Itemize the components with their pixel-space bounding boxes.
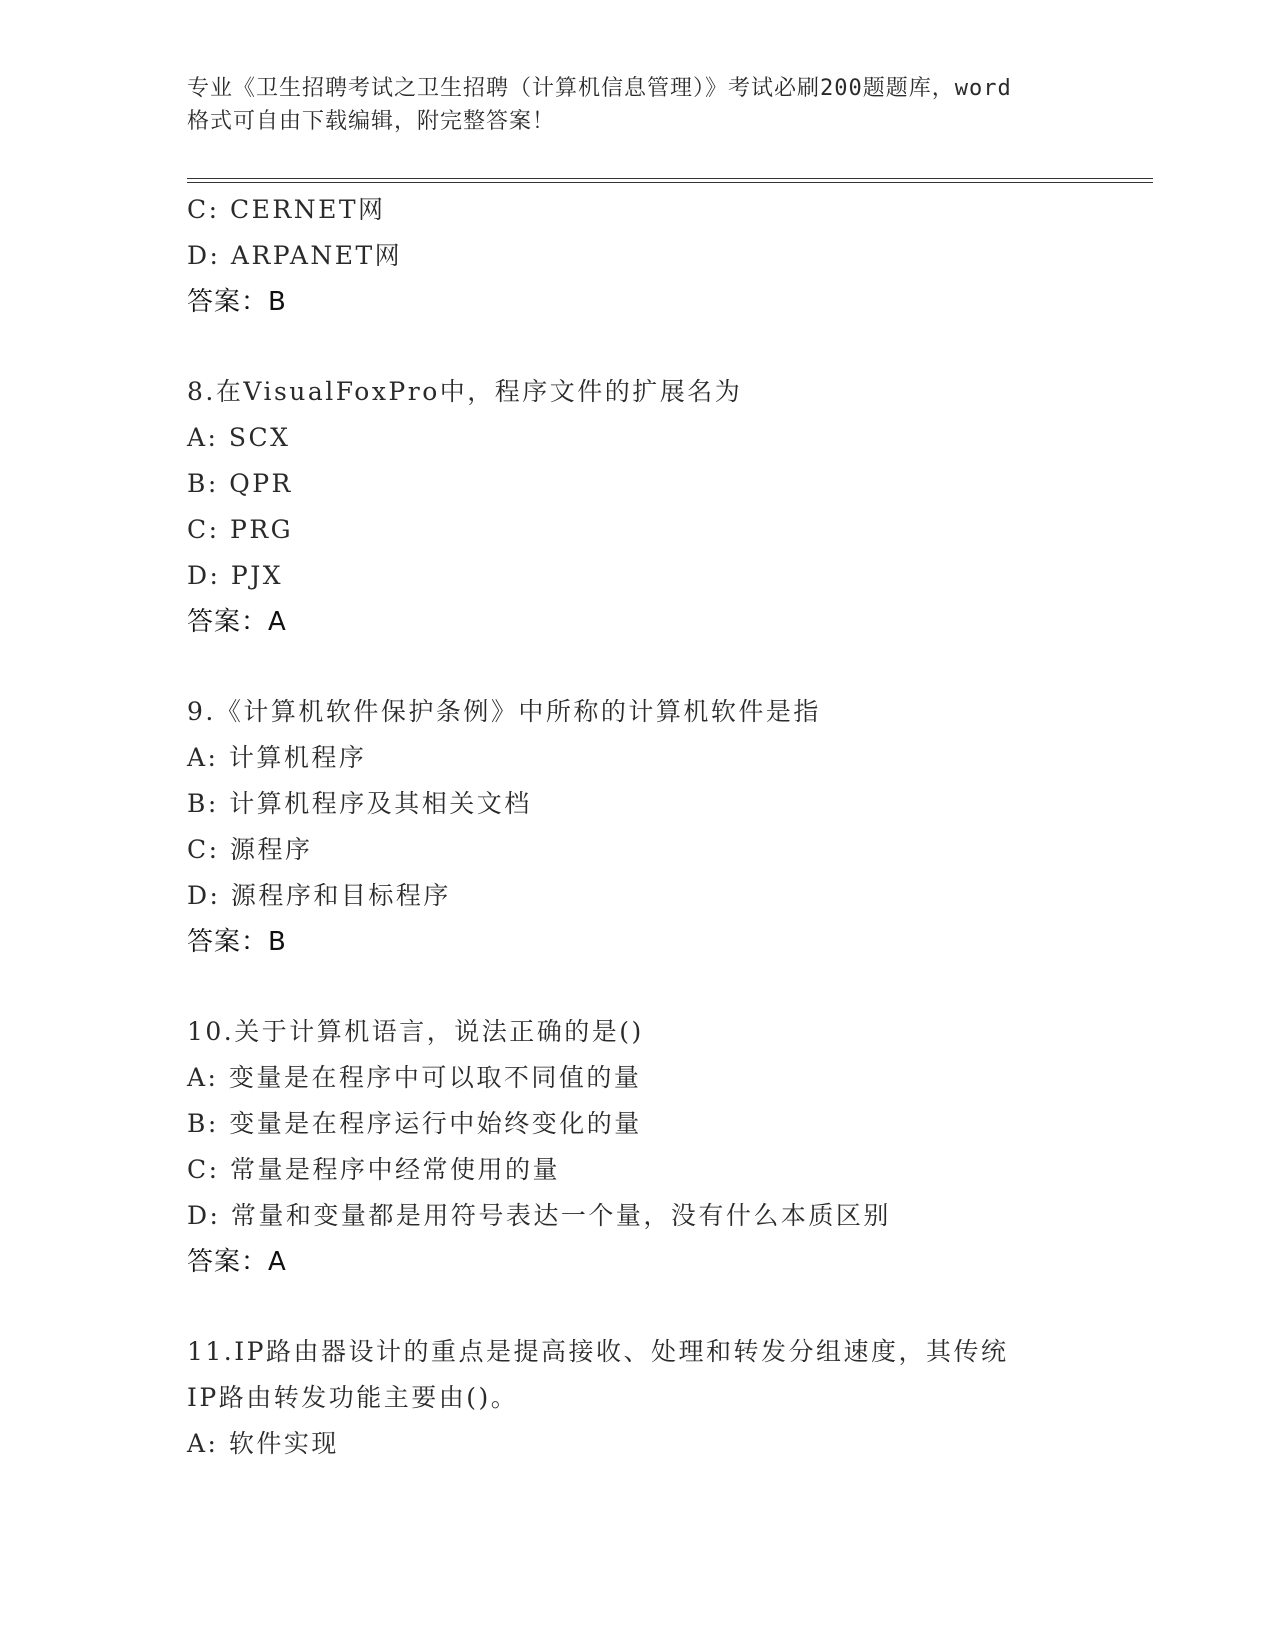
option-c: C: PRG [187,515,294,544]
answer: 答案：B [187,287,287,317]
question-text-line-2: IP路由转发功能主要由()。 [187,1383,519,1412]
question-text: 10.关于计算机语言，说法正确的是() [187,1017,644,1046]
question-8 [187,369,1153,645]
question-list [187,187,1153,1467]
spacer [187,325,1153,369]
question-text: 8.在VisualFoxPro中，程序文件的扩展名为 [187,377,743,406]
option-a: A: 变量是在程序中可以取不同值的量 [187,1063,642,1092]
question-text: 9.《计算机软件保护条例》中所称的计算机软件是指 [187,697,821,726]
header-divider [187,178,1153,183]
header-line-2: 格式可自由下载编辑，附完整答案！ [187,109,556,134]
answer: 答案：B [187,927,287,957]
answer: 答案：A [187,1247,287,1277]
option-b: B: 计算机程序及其相关文档 [187,789,532,818]
option-d: D: 常量和变量都是用符号表达一个量，没有什么本质区别 [187,1201,891,1230]
question-10 [187,1009,1153,1285]
header-line-1: 专业《卫生招聘考试之卫生招聘（计算机信息管理）》考试必刷200题题库，word [187,76,1012,101]
option-a: A: SCX [187,423,291,452]
option-a: A: 计算机程序 [187,743,367,772]
question-9 [187,689,1153,965]
question-11 [187,1329,1153,1467]
option-c: C: CERNET网 [187,195,386,224]
question-7-tail [187,187,1153,325]
option-d: D: 源程序和目标程序 [187,881,451,910]
document-header [187,72,1087,138]
spacer [187,965,1153,1009]
spacer [187,645,1153,689]
spacer [187,1285,1153,1329]
answer: 答案：A [187,607,287,637]
option-c: C: 源程序 [187,835,313,864]
option-b: B: QPR [187,469,293,498]
option-c: C: 常量是程序中经常使用的量 [187,1155,560,1184]
option-a: A: 软件实现 [187,1429,339,1458]
question-text-line-1: 11.IP路由器设计的重点是提高接收、处理和转发分组速度，其传统 [187,1337,1009,1366]
option-b: B: 变量是在程序运行中始终变化的量 [187,1109,642,1138]
option-d: D: ARPANET网 [187,241,403,270]
option-d: D: PJX [187,561,284,590]
